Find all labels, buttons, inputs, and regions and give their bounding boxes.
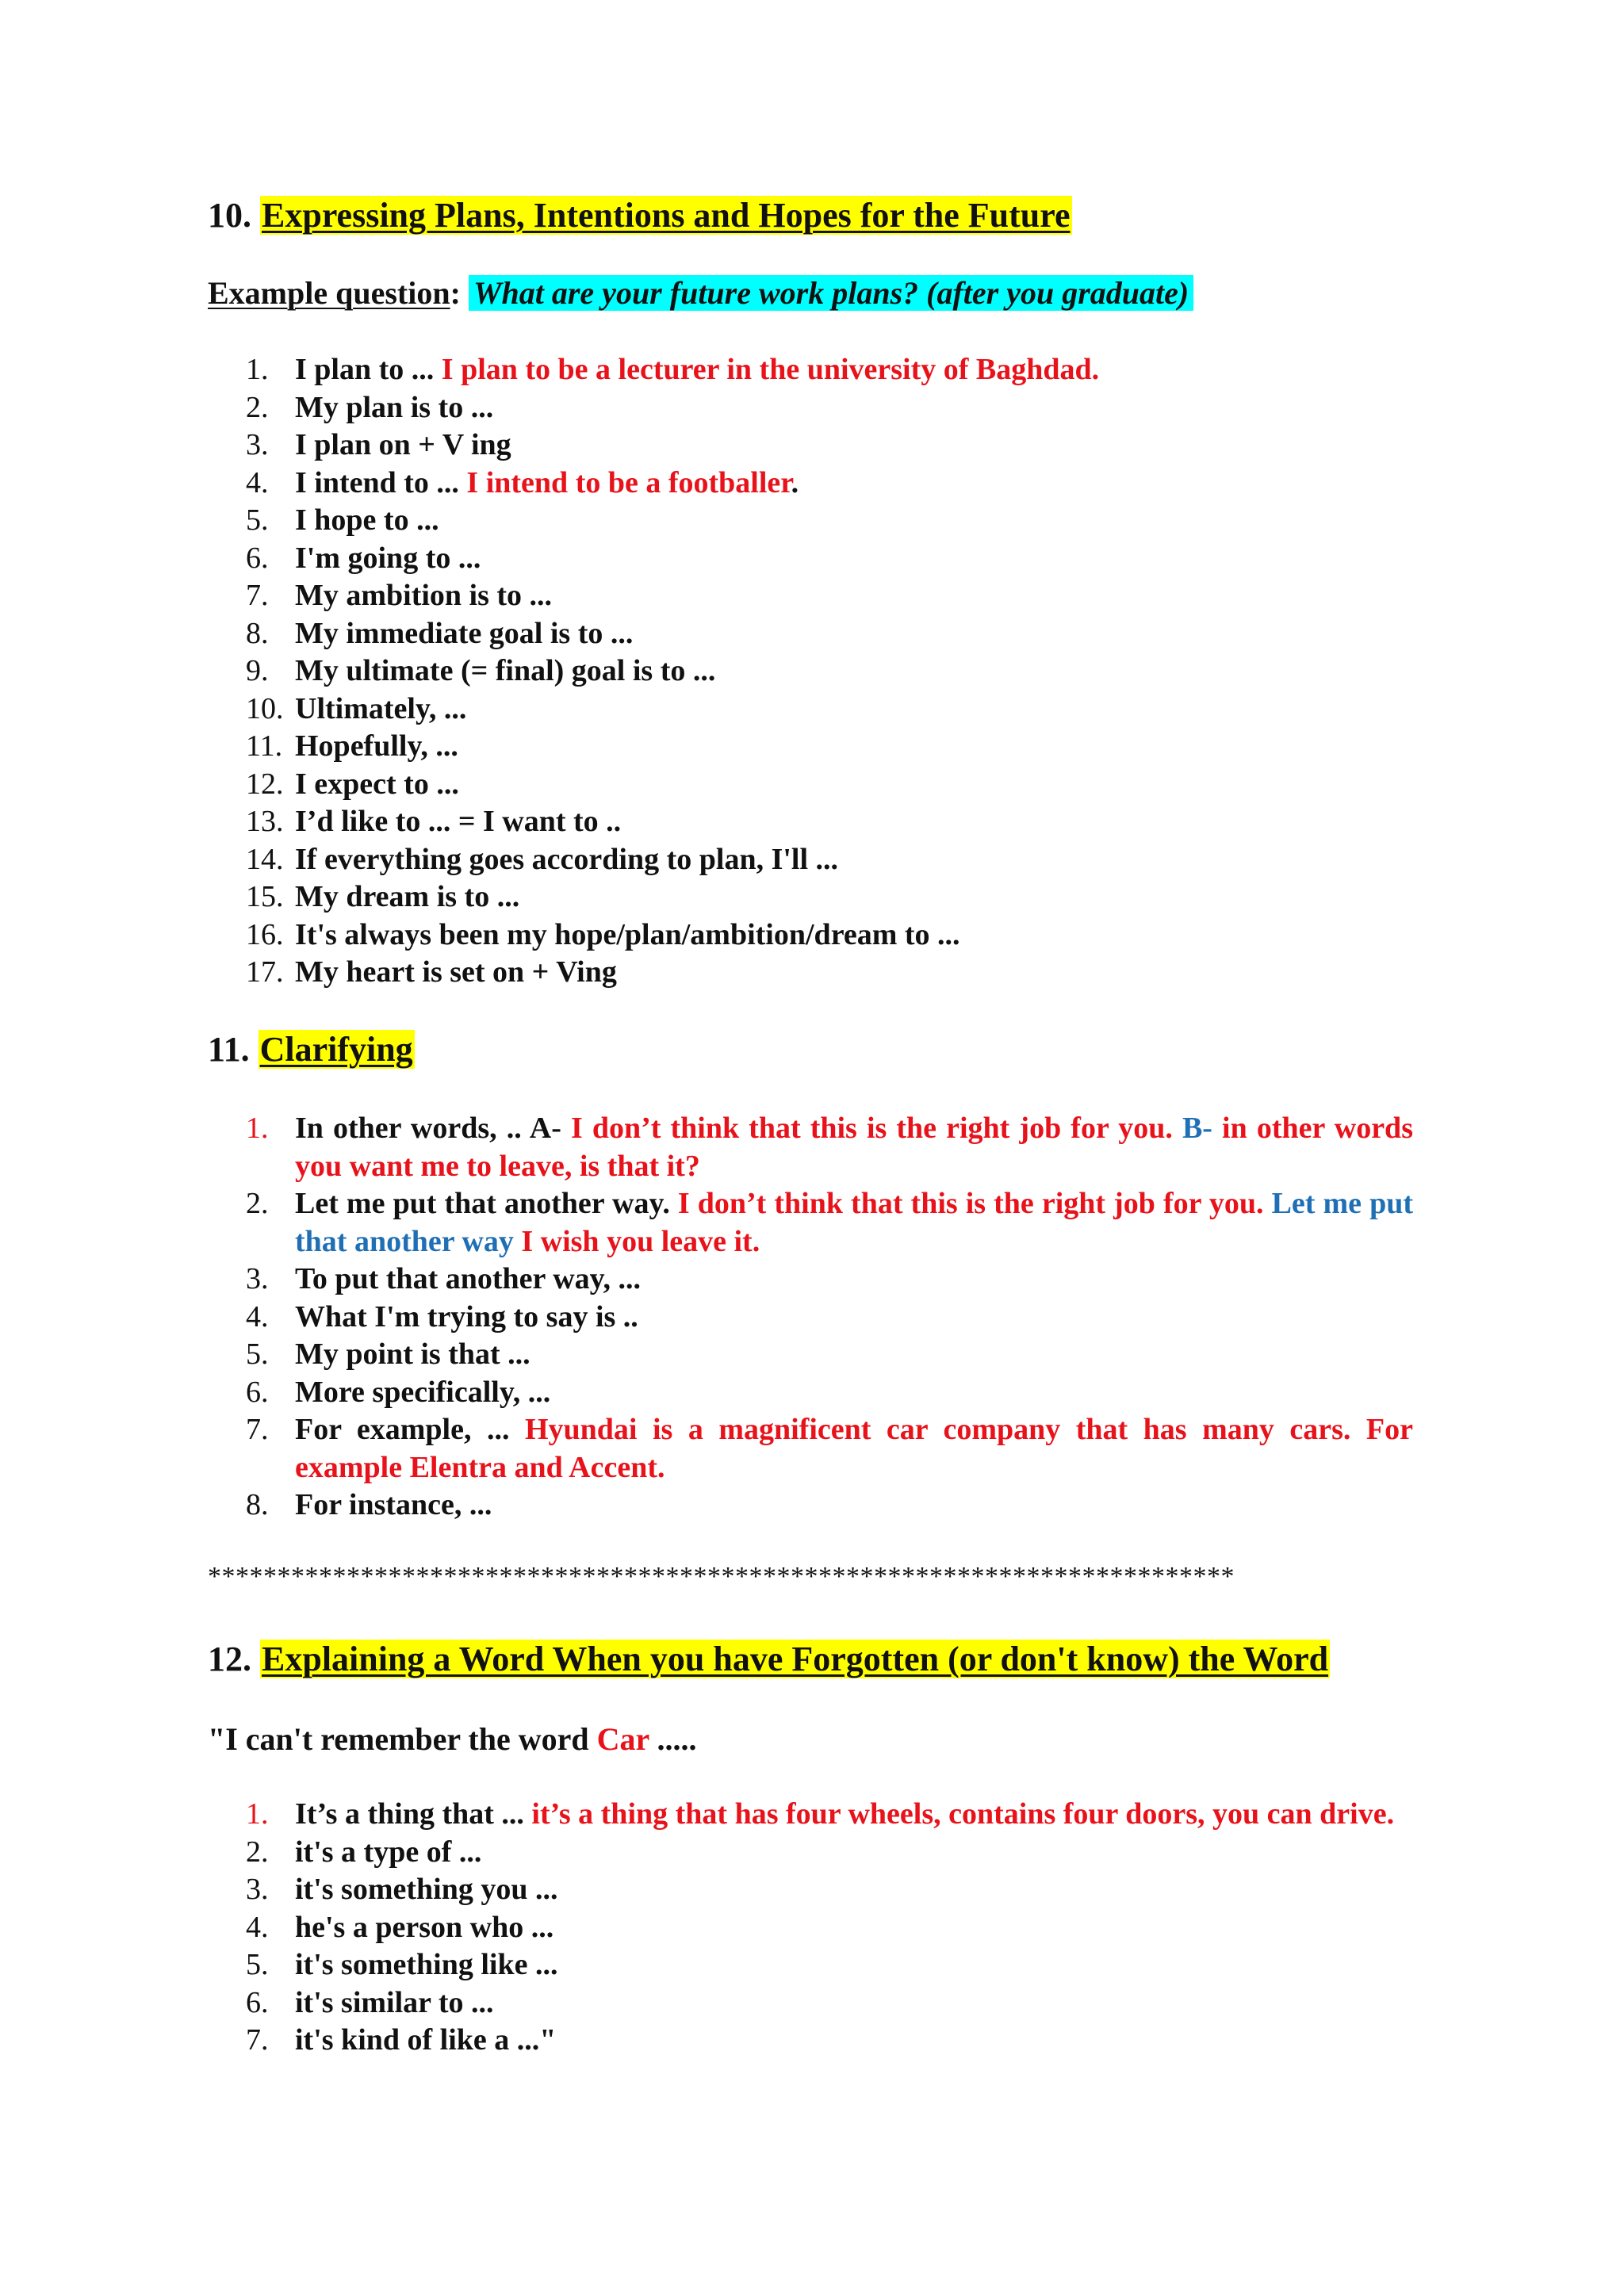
list-item: 10. Ultimately, ... <box>246 691 467 725</box>
forgotten-word: Car <box>596 1721 649 1757</box>
list-item: 7. My ambition is to ... <box>246 579 553 612</box>
section-11-list <box>208 1110 1413 1525</box>
list-item: 7. it's kind of like a ..." <box>246 2023 557 2057</box>
list-item: 3. To put that another way, ... <box>246 1262 642 1295</box>
example-question <box>208 272 1193 315</box>
section-10-list <box>208 351 1413 992</box>
list-item: 3. it's something you ... <box>246 1873 558 1906</box>
section-12-heading <box>208 1638 1330 1681</box>
list-item: 11. Hopefully, ... <box>246 729 458 763</box>
list-item: 12. I expect to ... <box>246 767 459 801</box>
list-item: 6. More specifically, ... <box>246 1375 551 1409</box>
list-item: 4. I intend to ... I intend to be a footballer. <box>246 465 799 499</box>
list-item: 7. For example, ... Hyundai is a magnificent car company that has many cars. For example Elentra and Accent. <box>246 1413 1413 1484</box>
list-item: 5. My point is that ... <box>246 1337 530 1371</box>
section-10-number: 10. <box>208 196 251 235</box>
list-item: 1. I plan to ... I plan to be a lecturer in the university of Baghdad. <box>246 353 1100 386</box>
list-item: 15. My dream is to ... <box>246 880 520 913</box>
list-item: 3. I plan on + V ing <box>246 428 511 461</box>
section-12-title: Explaining a Word When you have Forgotten (or don't know) the Word <box>262 1640 1329 1678</box>
list-item: 8. My immediate goal is to ... <box>246 616 634 650</box>
section-10-heading <box>208 194 1072 237</box>
list-item: 2. it's a type of ... <box>246 1835 482 1869</box>
list-item: 1. In other words, .. A- I don’t think that this is the right job for you. B- in other words you want me to leave, is that it? <box>246 1112 1413 1183</box>
list-item: 5. it's something like ... <box>246 1948 558 1981</box>
list-item: 6. I'm going to ... <box>246 541 481 575</box>
list-item: 8. For instance, ... <box>246 1488 492 1521</box>
list-item: 16. It's always been my hope/plan/ambition/dream to ... <box>246 917 960 951</box>
list-item: 2. My plan is to ... <box>246 390 494 424</box>
example-colon: : <box>450 275 461 311</box>
list-item: 6. it's similar to ... <box>246 1985 494 2019</box>
list-item: 4. What I'm trying to say is .. <box>246 1299 638 1334</box>
list-item: 5. I hope to ... <box>246 503 439 537</box>
list-item: 13. I’d like to ... = I want to .. <box>246 805 622 838</box>
section-11-number: 11. <box>208 1030 250 1069</box>
list-item: 1. It’s a thing that ... it’s a thing that has four wheels, contains four doors, you can drive. <box>246 1797 1395 1831</box>
list-item: 2. Let me put that another way. I don’t think that this is the right job for you. Let me put that another way I wish you leave it. <box>246 1187 1413 1258</box>
list-item: 17. My heart is set on + Ving <box>246 955 617 989</box>
section-11-title: Clarifying <box>259 1030 413 1069</box>
section-12-number: 12. <box>208 1640 251 1678</box>
forgotten-word-quote: "I can't remember the word Car ..... <box>208 1721 697 1757</box>
list-item: 4. he's a person who ... <box>246 1910 554 1944</box>
list-item: 14. If everything goes according to plan, I'll ... <box>246 842 839 876</box>
example-label: Example question <box>208 275 450 311</box>
example-question-text: What are your future work plans? (after you graduate) <box>469 275 1193 311</box>
list-item: 9. My ultimate (= final) goal is to ... <box>246 654 716 687</box>
section-11-heading <box>208 1028 415 1071</box>
separator-line: ************************************************************************** <box>208 1562 1235 1591</box>
section-12-list <box>208 1796 1413 2060</box>
section-10-title: Expressing Plans, Intentions and Hopes for the Future <box>262 196 1071 235</box>
